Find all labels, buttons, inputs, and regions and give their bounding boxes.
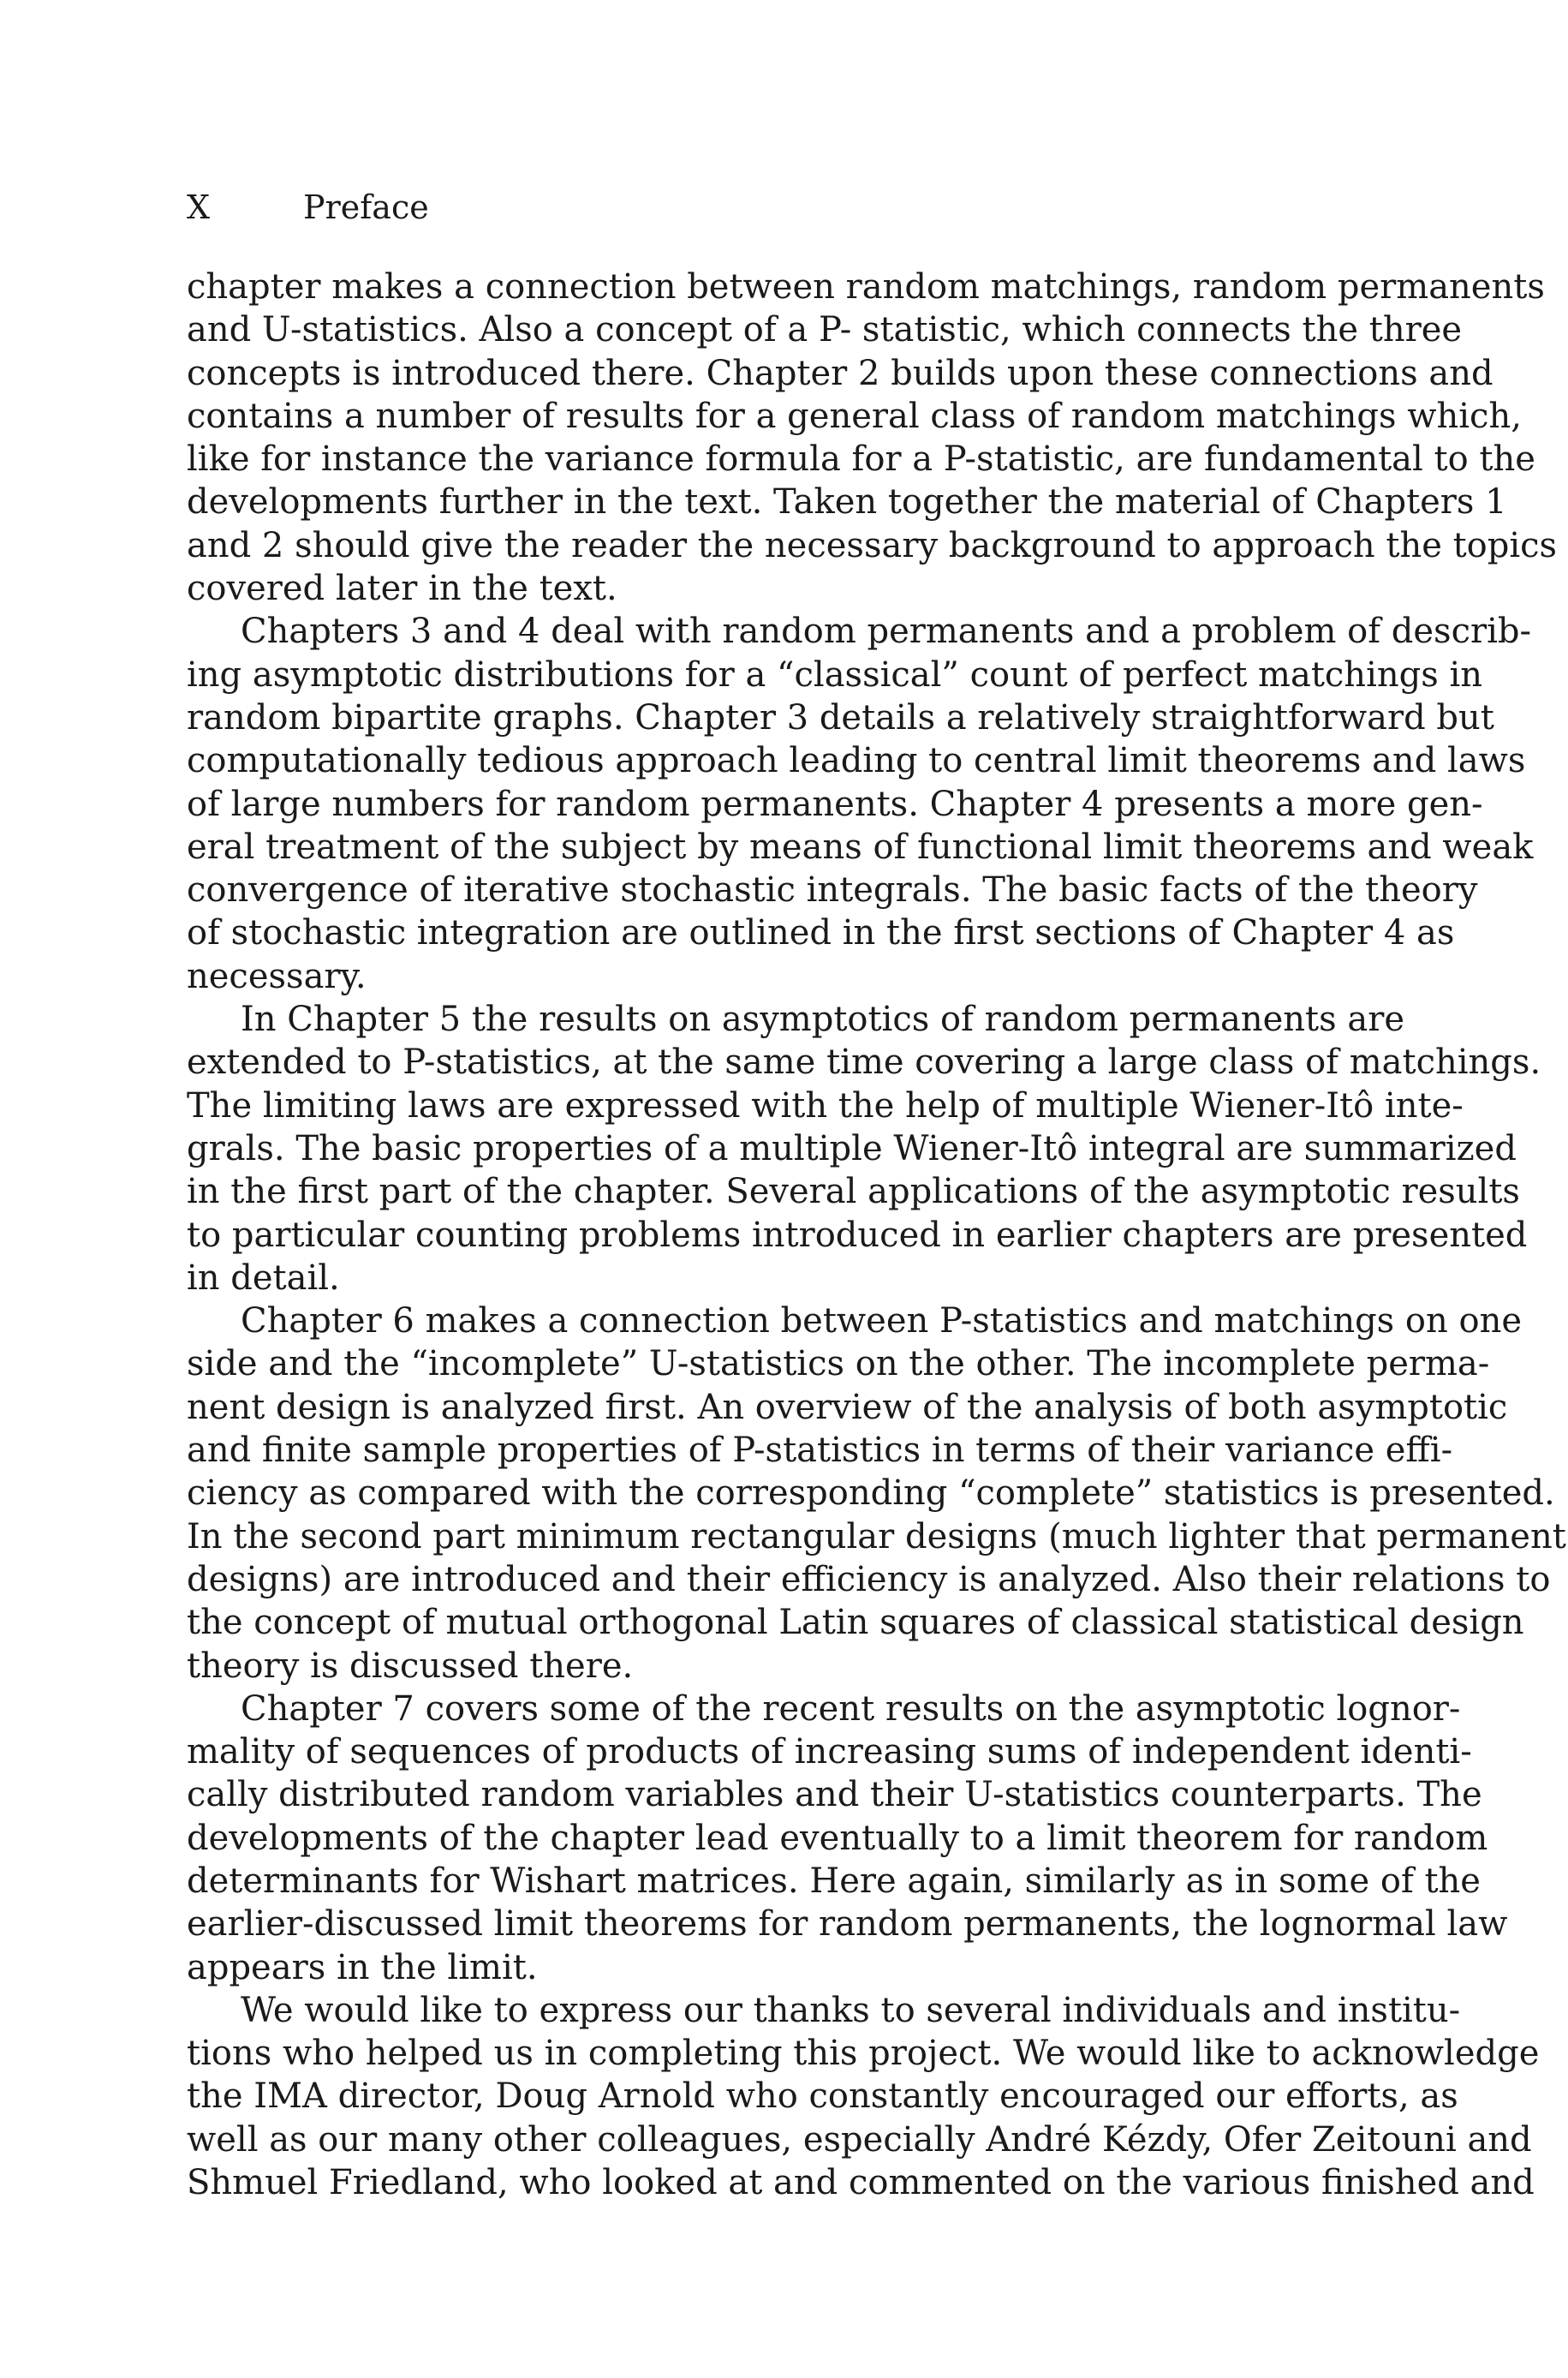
text-line: and U-statistics. Also a concept of a P- statistic, which connects the three: [187, 310, 1463, 350]
text-line: in the first part of the chapter. Several applications of the asymptotic results: [187, 1172, 1520, 1212]
text-line: cally distributed random variables and their U-statistics counterparts. The: [187, 1775, 1482, 1815]
text-line: mality of sequences of products of increasing sums of independent identi-: [187, 1732, 1472, 1772]
text-line: theory is discussed there.: [187, 1646, 634, 1686]
text-line: In the second part minimum rectangular designs (much lighter that permanent: [187, 1516, 1566, 1556]
text-line: of large numbers for random permanents. Chapter 4 presents a more gen-: [187, 784, 1483, 824]
text-line: Chapter 7 covers some of the recent results on the asymptotic lognor-: [241, 1688, 1461, 1729]
text-line: Chapter 6 makes a connection between P-statistics and matchings on one: [241, 1301, 1522, 1341]
paragraph: [187, 998, 1541, 1300]
text-line: Chapters 3 and 4 deal with random permanents and a problem of describ-: [241, 612, 1532, 652]
paragraph: [187, 1300, 1566, 1688]
paragraph: [187, 1688, 1508, 1989]
text-line: to particular counting problems introduced in earlier chapters are presented: [187, 1215, 1528, 1255]
text-line: tions who helped us in completing this project. We would like to acknowledge: [187, 2034, 1540, 2074]
running-head: [187, 187, 429, 228]
text-line: ing asymptotic distributions for a “classical” count of perfect matchings in: [187, 654, 1483, 695]
text-line: necessary.: [187, 956, 367, 996]
text-line: In Chapter 5 the results on asymptotics of random permanents are: [241, 1000, 1404, 1040]
text-line: designs) are introduced and their efficiency is analyzed. Also their relations to: [187, 1559, 1551, 1599]
text-line: extended to P-statistics, at the same time covering a large class of matchings.: [187, 1043, 1541, 1083]
paragraph: [187, 610, 1534, 998]
text-line: covered later in the text.: [187, 569, 617, 609]
page-number: X: [187, 188, 211, 226]
text-line: the IMA director, Doug Arnold who constantly encouraged our efforts, as: [187, 2076, 1458, 2117]
running-title: Preface: [303, 188, 429, 226]
body-text: [187, 266, 1566, 2204]
text-line: and 2 should give the reader the necessary background to approach the topics: [187, 525, 1558, 565]
text-line: chapter makes a connection between random matchings, random permanents: [187, 267, 1545, 307]
paragraph: [187, 266, 1558, 610]
text-line: eral treatment of the subject by means of functional limit theorems and weak: [187, 827, 1534, 867]
text-line: Shmuel Friedland, who looked at and commented on the various finished and: [187, 2163, 1535, 2203]
text-line: concepts is introduced there. Chapter 2 builds upon these connections and: [187, 353, 1493, 393]
paragraph: [187, 1989, 1540, 2204]
text-line: appears in the limit.: [187, 1947, 538, 1987]
text-line: developments further in the text. Taken together the material of Chapters 1: [187, 482, 1507, 523]
text-line: like for instance the variance formula for a P-statistic, are fundamental to the: [187, 439, 1535, 480]
text-line: nent design is analyzed first. An overview of the analysis of both asymptotic: [187, 1387, 1508, 1427]
text-line: ciency as compared with the corresponding “complete” statistics is presented.: [187, 1473, 1555, 1514]
text-line: grals. The basic properties of a multiple Wiener-Itô integral are summarized: [187, 1128, 1517, 1168]
text-line: earlier-discussed limit theorems for random permanents, the lognormal law: [187, 1904, 1508, 1945]
text-line: the concept of mutual orthogonal Latin squares of classical statistical design: [187, 1603, 1524, 1643]
text-line: of stochastic integration are outlined in the first sections of Chapter 4 as: [187, 913, 1455, 953]
text-line: The limiting laws are expressed with the help of multiple Wiener-Itô inte-: [187, 1085, 1464, 1126]
text-line: in detail.: [187, 1258, 340, 1298]
text-line: determinants for Wishart matrices. Here again, similarly as in some of the: [187, 1861, 1481, 1901]
text-line: well as our many other colleagues, especially André Kézdy, Ofer Zeitouni and: [187, 2119, 1532, 2160]
text-line: side and the “incomplete” U-statistics on the other. The incomplete perma-: [187, 1344, 1490, 1384]
text-line: developments of the chapter lead eventually to a limit theorem for random: [187, 1818, 1488, 1858]
text-line: convergence of iterative stochastic integrals. The basic facts of the theory: [187, 870, 1478, 911]
text-line: contains a number of results for a general class of random matchings which,: [187, 396, 1522, 436]
text-line: computationally tedious approach leading to central limit theorems and laws: [187, 741, 1526, 781]
text-line: We would like to express our thanks to several individuals and institu-: [241, 1990, 1461, 2030]
text-line: random bipartite graphs. Chapter 3 details a relatively straightforward but: [187, 697, 1494, 738]
text-line: and finite sample properties of P-statistics in terms of their variance effi-: [187, 1431, 1453, 1471]
